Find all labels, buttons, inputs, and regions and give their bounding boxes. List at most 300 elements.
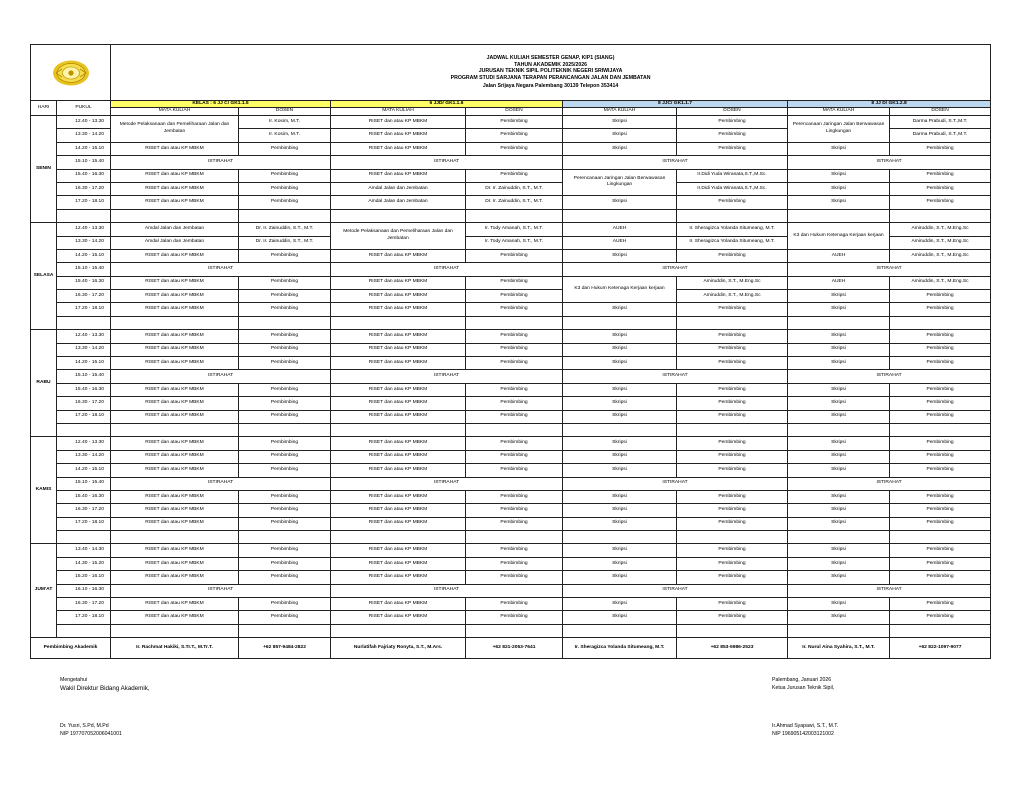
course-cell: RISET dan atau KP MBKM: [111, 450, 239, 463]
header-row: [31, 45, 991, 101]
course-cell: Skripsi: [788, 598, 890, 611]
break-cell: ISTIRAHAT: [111, 263, 331, 276]
sig-left-name: Dr. Yusri, S.Pd, M.Pd: [60, 723, 109, 729]
course-cell: Amdal Jalan dan Jembatan: [111, 223, 239, 236]
time-slot: 13.30 - 14.20: [57, 236, 111, 249]
lecturer-cell: Pembimbing: [239, 276, 331, 289]
lecturer-cell: Pembimbing: [466, 598, 563, 611]
class-label-2: 6 JJD/ GK1.1.6: [331, 101, 563, 108]
time-slot: 17.20 - 18.10: [57, 611, 111, 624]
sig-right-line1: Palembang, Januari 2026: [772, 677, 832, 683]
lecturer-cell: Dr. Ir. Zainuddin, S.T., M.T.: [466, 196, 563, 209]
course-cell: RISET dan atau KP MBKM: [331, 464, 466, 477]
course-cell: RISET dan atau KP MBKM: [331, 249, 466, 262]
col-dosen-2: DOSEN: [466, 108, 563, 116]
empty-cell: [890, 531, 991, 544]
lecturer-cell: Pembimbing: [677, 249, 788, 262]
lecturer-cell: Pembimbing: [239, 182, 331, 195]
course-cell: RISET dan atau KP MBKM: [111, 290, 239, 303]
lecturer-cell: Pembimbing: [466, 450, 563, 463]
course-cell: Skripsi: [788, 142, 890, 155]
day-label: JUM'AT: [31, 544, 57, 638]
lecturer-cell: Pembimbing: [677, 410, 788, 423]
schedule-row: [31, 169, 991, 182]
course-cell: Amdal Jalan dan Jembatan: [111, 236, 239, 249]
advisor-name: Nurlatifah Fajriaty Ronyta, S.T., M.Ars.: [331, 638, 466, 659]
signature-right-name: [772, 722, 838, 739]
schedule-row: [31, 544, 991, 557]
break-cell: ISTIRAHAT: [111, 370, 331, 383]
lecturer-cell: Pembimbing: [239, 598, 331, 611]
lecturer-cell: Pembimbing: [239, 383, 331, 396]
break-cell: ISTIRAHAT: [788, 263, 991, 276]
col-mk-2: MATA KULIAH: [331, 108, 466, 116]
empty-cell: [563, 209, 677, 222]
empty-cell: [57, 209, 111, 222]
course-cell: RISET dan atau KP MBKM: [331, 357, 466, 370]
time-slot: 16.30 - 17.20: [57, 290, 111, 303]
col-mk-1: MATA KULIAH: [111, 108, 239, 116]
lecturer-cell: Dr. Ir. Zainuddin, S.T., M.T.: [239, 223, 331, 236]
course-cell: RISET dan atau KP MBKM: [111, 544, 239, 557]
schedule-row: [31, 223, 991, 236]
day-label: SENIN: [31, 115, 57, 222]
lecturer-cell: Pembimbing: [677, 490, 788, 503]
lecturer-cell: Pembimbing: [466, 464, 563, 477]
course-cell: Amdal Jalan dan Jembatan: [331, 196, 466, 209]
lecturer-cell: Pembimbing: [890, 437, 991, 450]
course-cell: Skripsi: [788, 290, 890, 303]
break-cell: ISTIRAHAT: [331, 370, 563, 383]
sig-left-nip: NIP 197707052006041001: [60, 731, 122, 738]
lecturer-cell: Pembimbing: [677, 598, 788, 611]
lecturer-cell: Dr. Ir. Zainuddin, S.T., M.T.: [239, 236, 331, 249]
lecturer-cell: Darma Prabudi, S.T.,M.T.: [890, 129, 991, 142]
course-cell: RISET dan atau KP MBKM: [111, 330, 239, 343]
time-slot: 17.20 - 18.10: [57, 196, 111, 209]
course-cell: RISET dan atau KP MBKM: [331, 343, 466, 356]
time-slot: 16.30 - 17.20: [57, 182, 111, 195]
schedule-row: [31, 142, 991, 155]
schedule-row: [31, 383, 991, 396]
lecturer-cell: Pembimbing: [890, 517, 991, 530]
sig-right-line2: Ketua Jurusan Teknik Sipil,: [772, 685, 835, 692]
lecturer-cell: Pembimbing: [466, 383, 563, 396]
empty-cell: [111, 316, 239, 329]
course-cell: Skripsi: [788, 490, 890, 503]
schedule-row: [31, 598, 991, 611]
course-cell: Skripsi: [788, 330, 890, 343]
time-slot: 12.40 - 13.30: [57, 115, 111, 128]
empty-cell: [788, 316, 890, 329]
course-cell: Skripsi: [563, 397, 677, 410]
empty-cell: [890, 209, 991, 222]
course-cell: Skripsi: [788, 343, 890, 356]
empty-cell: [677, 316, 788, 329]
break-cell: ISTIRAHAT: [788, 370, 991, 383]
lecturer-cell: Pembimbing: [466, 115, 563, 128]
course-cell: AUEH: [563, 236, 677, 249]
empty-cell: [57, 531, 111, 544]
empty-cell: [677, 624, 788, 637]
course-cell: K3 dan Hukum Ketenaga Kerjaan kerjaan: [563, 276, 677, 303]
lecturer-cell: Pembimbing: [890, 357, 991, 370]
course-cell: Skripsi: [563, 464, 677, 477]
course-cell: RISET dan atau KP MBKM: [331, 571, 466, 584]
time-slot: 15.20 - 16.10: [57, 571, 111, 584]
course-cell: RISET dan atau KP MBKM: [331, 611, 466, 624]
time-slot: 16.30 - 17.20: [57, 397, 111, 410]
title-line-3: JURUSAN TEKNIK SIPIL POLITEKNIK NEGERI SRIWIJAYA: [478, 68, 623, 75]
lecturer-cell: Pembimbing: [239, 249, 331, 262]
course-cell: RISET dan atau KP MBKM: [111, 490, 239, 503]
day-label: SELASA: [31, 223, 57, 330]
lecturer-cell: Pembimbing: [677, 115, 788, 128]
empty-cell: [111, 423, 239, 436]
course-cell: Skripsi: [788, 571, 890, 584]
course-cell: K3 dan Hukum Ketenaga Kerjaan kerjaan: [788, 223, 890, 250]
time-slot: 13.30 - 14.20: [57, 450, 111, 463]
lecturer-cell: Pembimbing: [890, 343, 991, 356]
course-cell: Skripsi: [788, 397, 890, 410]
break-cell: ISTIRAHAT: [788, 477, 991, 490]
lecturer-cell: Pembimbing: [677, 196, 788, 209]
course-cell: Skripsi: [563, 557, 677, 570]
advisor-name: Ir. Rachmat Hakiki, S.Tr.T., M.Tr.T.: [111, 638, 239, 659]
course-cell: Perencanaan Jaringan Jalan Berwawasan Lingkungan: [788, 115, 890, 142]
lecturer-cell: Amiruddin, S.T., M.Eng.Sc: [890, 276, 991, 289]
course-cell: RISET dan atau KP MBKM: [111, 249, 239, 262]
schedule-row: [31, 611, 991, 624]
sig-left-line2: Wakil Direktur Bidang Akademik,: [60, 685, 150, 693]
schedule-row: [31, 303, 991, 316]
course-cell: RISET dan atau KP MBKM: [111, 464, 239, 477]
lecturer-cell: Pembimbing: [466, 249, 563, 262]
course-cell: Metode Pelaksanaan dan Pemeliharaan Jalan dan Jembatan: [111, 115, 239, 142]
col-hari: HARI: [31, 101, 57, 116]
break-cell: ISTIRAHAT: [563, 370, 788, 383]
course-cell: RISET dan atau KP MBKM: [331, 598, 466, 611]
course-cell: RISET dan atau KP MBKM: [111, 517, 239, 530]
course-cell: Skripsi: [563, 249, 677, 262]
course-cell: RISET dan atau KP MBKM: [331, 490, 466, 503]
course-cell: RISET dan atau KP MBKM: [331, 169, 466, 182]
course-cell: Skripsi: [563, 357, 677, 370]
lecturer-cell: Pembimbing: [466, 557, 563, 570]
signature-left: [60, 676, 150, 694]
time-slot: 13.30 - 14.20: [57, 129, 111, 142]
empty-cell: [331, 316, 466, 329]
empty-cell: [677, 423, 788, 436]
lecturer-cell: Pembimbing: [239, 504, 331, 517]
time-slot: 17.20 - 18.10: [57, 410, 111, 423]
empty-cell: [563, 531, 677, 544]
lecturer-cell: Pembimbing: [466, 544, 563, 557]
course-cell: Perencanaan Jaringan Jalan Berwawasan Lingkungan: [563, 169, 677, 196]
course-cell: RISET dan atau KP MBKM: [111, 383, 239, 396]
lecturer-cell: Pembimbing: [677, 544, 788, 557]
time-slot: 14.20 - 15.10: [57, 464, 111, 477]
empty-cell: [466, 624, 563, 637]
lecturer-cell: Pembimbing: [677, 129, 788, 142]
lecturer-cell: Pembimbing: [466, 290, 563, 303]
lecturer-cell: Pembimbing: [466, 611, 563, 624]
empty-cell: [677, 531, 788, 544]
col-dosen-1: DOSEN: [239, 108, 331, 116]
course-cell: Skripsi: [788, 517, 890, 530]
empty-cell: [239, 316, 331, 329]
sig-right-nip: NIP 196905142003121002: [772, 731, 834, 738]
pembimbing-row: [31, 638, 991, 659]
break-cell: ISTIRAHAT: [331, 156, 563, 169]
break-cell: ISTIRAHAT: [331, 477, 563, 490]
break-cell: ISTIRAHAT: [788, 584, 991, 597]
course-cell: Skripsi: [788, 437, 890, 450]
advisor-phone: +62 857-9484-2822: [239, 638, 331, 659]
time-slot: 15.40 - 16.30: [57, 383, 111, 396]
title-line-2: TAHUN AKADEMIK 2025/2026: [514, 61, 587, 68]
lecturer-cell: Ir. Kosim, M.T.: [239, 129, 331, 142]
lecturer-cell: Pembimbing: [890, 504, 991, 517]
empty-cell: [788, 531, 890, 544]
schedule-row: [31, 584, 991, 597]
empty-cell: [111, 624, 239, 637]
schedule-row: [31, 557, 991, 570]
empty-cell: [331, 209, 466, 222]
course-cell: Skripsi: [563, 571, 677, 584]
lecturer-cell: Amiruddin, S.T., M.Eng.Sc: [890, 236, 991, 249]
col-pukul: PUKUL: [57, 101, 111, 116]
schedule-row: [31, 397, 991, 410]
lecturer-cell: Pembimbing: [466, 410, 563, 423]
break-cell: ISTIRAHAT: [111, 477, 331, 490]
col-dosen-3: DOSEN: [677, 108, 788, 116]
schedule-table: [30, 44, 991, 659]
lecturer-cell: Pembimbing: [890, 598, 991, 611]
time-slot: 13.40 - 14.30: [57, 544, 111, 557]
schedule-row: [31, 370, 991, 383]
title-line-1: JADWAL KULIAH SEMESTER GENAP, KIP1 (SIANG): [486, 54, 615, 61]
course-cell: RISET dan atau KP MBKM: [111, 611, 239, 624]
time-slot: 15.40 - 16.30: [57, 490, 111, 503]
lecturer-cell: Pembimbing: [466, 490, 563, 503]
schedule-row: [31, 263, 991, 276]
empty-cell: [466, 316, 563, 329]
course-cell: RISET dan atau KP MBKM: [331, 450, 466, 463]
lecturer-cell: Ir. Tody Amanah, S.T., M.T.: [466, 236, 563, 249]
lecturer-cell: Pembimbing: [890, 571, 991, 584]
lecturer-cell: Pembimbing: [677, 464, 788, 477]
lecturer-cell: Ir.Didi Yuda Wiranata,S.T.,M.Sc.: [677, 182, 788, 195]
time-slot: 16.30 - 17.20: [57, 504, 111, 517]
empty-cell: [466, 209, 563, 222]
lecturer-cell: Pembimbing: [239, 410, 331, 423]
course-cell: Skripsi: [563, 490, 677, 503]
course-cell: RISET dan atau KP MBKM: [331, 129, 466, 142]
empty-cell: [788, 423, 890, 436]
time-slot: 15.10 - 15.40: [57, 477, 111, 490]
course-cell: Skripsi: [788, 196, 890, 209]
lecturer-cell: Pembimbing: [890, 290, 991, 303]
schedule-row: [31, 410, 991, 423]
empty-cell: [890, 316, 991, 329]
lecturer-cell: Pembimbing: [466, 504, 563, 517]
course-cell: Skripsi: [788, 410, 890, 423]
schedule-row: [31, 156, 991, 169]
day-label: KAMIS: [31, 437, 57, 544]
lecturer-cell: Pembimbing: [239, 196, 331, 209]
column-header-row: [31, 108, 991, 116]
schedule-row: [31, 490, 991, 503]
course-cell: RISET dan atau KP MBKM: [331, 504, 466, 517]
break-cell: ISTIRAHAT: [111, 156, 331, 169]
lecturer-cell: Pembimbing: [466, 169, 563, 182]
schedule-row: [31, 357, 991, 370]
time-slot: 13.30 - 14.20: [57, 343, 111, 356]
lecturer-cell: Pembimbing: [239, 343, 331, 356]
advisor-name: Ir. Sheragizca Yolanda Situmeang, M.T.: [563, 638, 677, 659]
lecturer-cell: Amiruddin, S.T., M.Eng.Sc: [890, 249, 991, 262]
course-cell: RISET dan atau KP MBKM: [331, 276, 466, 289]
course-cell: RISET dan atau KP MBKM: [111, 357, 239, 370]
title-block: [111, 45, 991, 101]
lecturer-cell: Ir.Didi Yuda Wiranata,S.T.,M.Sc.: [677, 169, 788, 182]
break-cell: ISTIRAHAT: [563, 263, 788, 276]
lecturer-cell: Pembimbing: [466, 437, 563, 450]
course-cell: Skripsi: [563, 115, 677, 128]
schedule-row: [31, 477, 991, 490]
time-slot: 16.30 - 17.20: [57, 598, 111, 611]
lecturer-cell: Pembimbing: [890, 557, 991, 570]
course-cell: Skripsi: [563, 383, 677, 396]
course-cell: AUEH: [788, 249, 890, 262]
lecturer-cell: Pembimbing: [466, 276, 563, 289]
lecturer-cell: Darma Prabudi, S.T.,M.T.: [890, 115, 991, 128]
lecturer-cell: Pembimbing: [890, 142, 991, 155]
course-cell: RISET dan atau KP MBKM: [111, 276, 239, 289]
course-cell: Skripsi: [788, 383, 890, 396]
course-cell: AUEH: [563, 223, 677, 236]
time-slot: 12.40 - 13.30: [57, 330, 111, 343]
lecturer-cell: Pembimbing: [890, 196, 991, 209]
break-cell: ISTIRAHAT: [331, 584, 563, 597]
course-cell: RISET dan atau KP MBKM: [331, 330, 466, 343]
empty-cell: [466, 423, 563, 436]
empty-cell: [563, 423, 677, 436]
advisor-phone: +62 821-2053-7641: [466, 638, 563, 659]
lecturer-cell: Pembimbing: [890, 303, 991, 316]
empty-cell: [466, 531, 563, 544]
day-gap-row: [31, 423, 991, 436]
course-cell: RISET dan atau KP MBKM: [111, 437, 239, 450]
course-cell: Skripsi: [563, 450, 677, 463]
lecturer-cell: Ir. Sheragizca Yolanda Situmeang, M.T.: [677, 236, 788, 249]
schedule-row: [31, 504, 991, 517]
course-cell: RISET dan atau KP MBKM: [331, 290, 466, 303]
lecturer-cell: Ir. Kosim, M.T.: [239, 115, 331, 128]
lecturer-cell: Pembimbing: [677, 142, 788, 155]
course-cell: Skripsi: [563, 142, 677, 155]
schedule-row: [31, 196, 991, 209]
lecturer-cell: Pembimbing: [890, 383, 991, 396]
lecturer-cell: Pembimbing: [890, 182, 991, 195]
class-row: [31, 101, 991, 108]
course-cell: Skripsi: [563, 303, 677, 316]
lecturer-cell: Pembimbing: [890, 330, 991, 343]
course-cell: Skripsi: [788, 611, 890, 624]
day-gap-row: [31, 316, 991, 329]
col-mk-4: MATA KULIAH: [788, 108, 890, 116]
lecturer-cell: Pembimbing: [890, 450, 991, 463]
empty-cell: [788, 624, 890, 637]
schedule-row: [31, 330, 991, 343]
pembimbing-label: Pembimbing Akademik: [31, 638, 111, 659]
lecturer-cell: Pembimbing: [677, 303, 788, 316]
course-cell: RISET dan atau KP MBKM: [331, 410, 466, 423]
course-cell: Skripsi: [788, 504, 890, 517]
empty-cell: [57, 423, 111, 436]
lecturer-cell: Pembimbing: [239, 142, 331, 155]
empty-cell: [111, 531, 239, 544]
lecturer-cell: Pembimbing: [677, 504, 788, 517]
col-dosen-4: DOSEN: [890, 108, 991, 116]
empty-cell: [563, 316, 677, 329]
empty-cell: [239, 531, 331, 544]
empty-cell: [788, 209, 890, 222]
schedule-row: [31, 464, 991, 477]
course-cell: Skripsi: [788, 303, 890, 316]
lecturer-cell: Pembimbing: [239, 437, 331, 450]
lecturer-cell: Pembimbing: [239, 490, 331, 503]
schedule-row: [31, 115, 991, 128]
lecturer-cell: Amiruddin, S.T., M.Eng.Sc: [890, 223, 991, 236]
day-gap-row: [31, 624, 991, 637]
course-cell: Skripsi: [788, 357, 890, 370]
course-cell: Amdal Jalan dan Jembatan: [331, 182, 466, 195]
schedule-row: [31, 290, 991, 303]
empty-cell: [57, 624, 111, 637]
course-cell: Skripsi: [563, 129, 677, 142]
lecturer-cell: Pembimbing: [239, 290, 331, 303]
day-gap-row: [31, 209, 991, 222]
course-cell: Skripsi: [563, 544, 677, 557]
lecturer-cell: Pembimbing: [239, 450, 331, 463]
lecturer-cell: Pembimbing: [239, 464, 331, 477]
empty-cell: [563, 624, 677, 637]
lecturer-cell: Pembimbing: [239, 397, 331, 410]
advisor-name: Ir. Nurul Aina Syahira, S.T., M.T.: [788, 638, 890, 659]
course-cell: RISET dan atau KP MBKM: [111, 182, 239, 195]
course-cell: RISET dan atau KP MBKM: [111, 169, 239, 182]
class-label-4: 8 JJ D/ GK1.2.8: [788, 101, 991, 108]
day-gap-row: [31, 531, 991, 544]
course-cell: RISET dan atau KP MBKM: [331, 397, 466, 410]
schedule-row: [31, 276, 991, 289]
time-slot: 14.20 - 15.10: [57, 249, 111, 262]
time-slot: 15.10 - 15.40: [57, 370, 111, 383]
lecturer-cell: Pembimbing: [466, 142, 563, 155]
schedule-row: [31, 450, 991, 463]
lecturer-cell: Pembimbing: [890, 397, 991, 410]
course-cell: RISET dan atau KP MBKM: [331, 383, 466, 396]
lecturer-cell: Pembimbing: [239, 517, 331, 530]
time-slot: 16.10 - 16.30: [57, 584, 111, 597]
lecturer-cell: Pembimbing: [890, 410, 991, 423]
course-cell: Metode Pelaksanaan dan Pemeliharaan Jalan dan Jembatan: [331, 223, 466, 250]
break-cell: ISTIRAHAT: [563, 156, 788, 169]
course-cell: RISET dan atau KP MBKM: [111, 142, 239, 155]
lecturer-cell: Pembimbing: [466, 330, 563, 343]
